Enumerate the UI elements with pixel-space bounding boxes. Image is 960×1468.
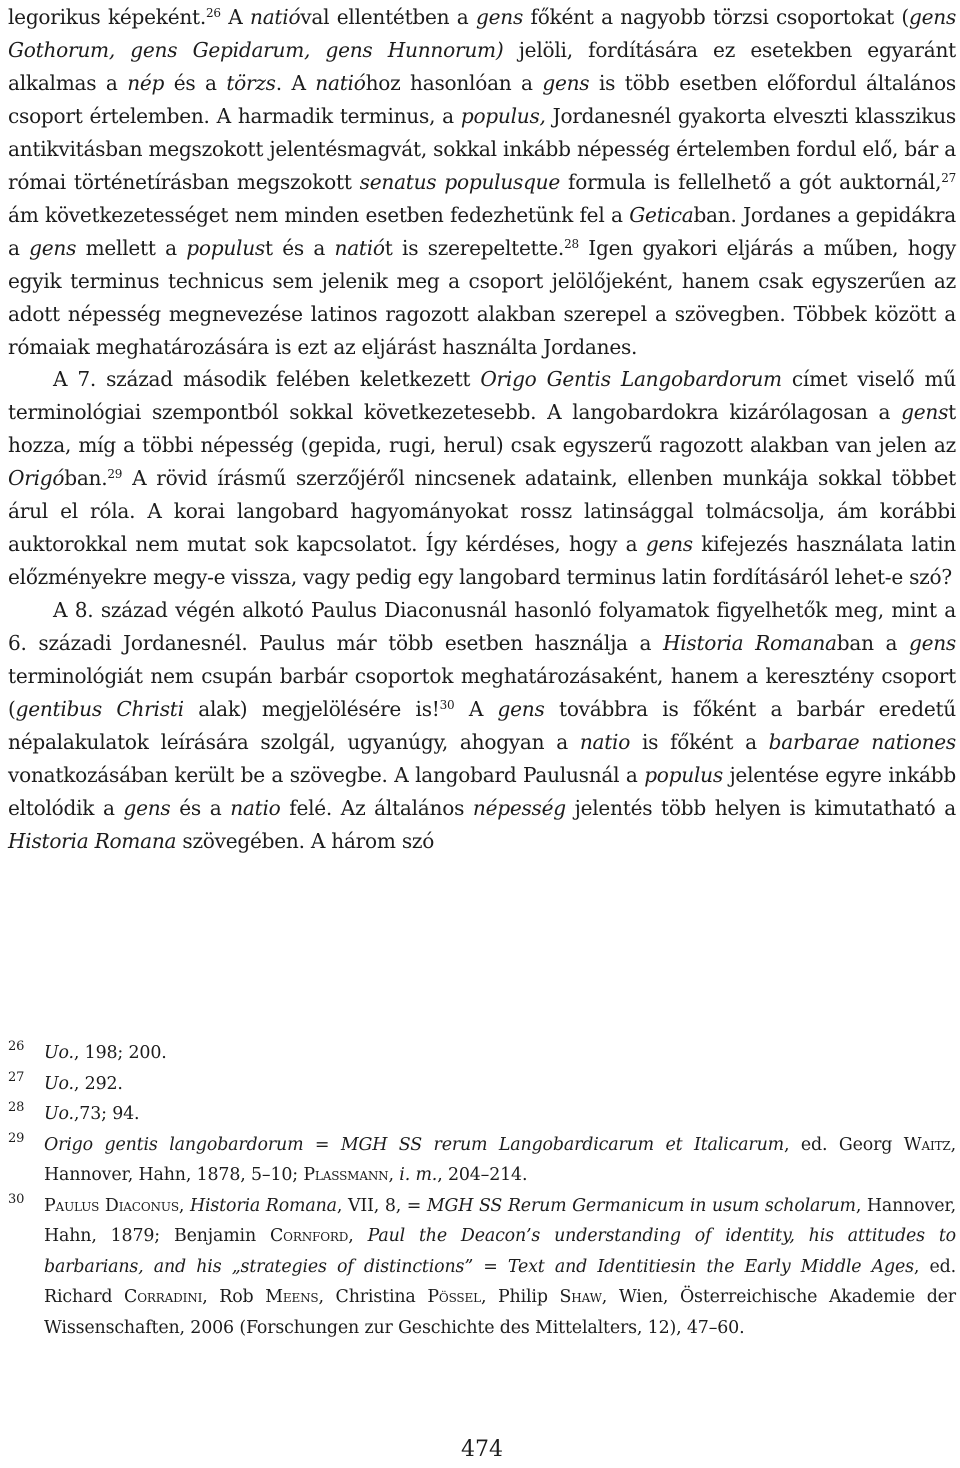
small-caps-name: Cornford	[269, 1226, 349, 1246]
italic-text: nép	[127, 70, 165, 95]
italic-text: i. m.	[399, 1165, 438, 1185]
text-run: , 204–214.	[437, 1165, 528, 1185]
italic-text: populus	[186, 235, 265, 260]
text-run: főként a nagyobb törzsi csoportokat (	[523, 5, 909, 29]
small-caps-name: Paulus Diaconus	[44, 1195, 179, 1216]
text-run: A	[220, 5, 251, 29]
italic-text: gentibus Christi	[15, 697, 184, 722]
italic-text: Getica	[629, 202, 694, 227]
text-run: jelentés több helyen is kimutatható a	[565, 795, 956, 820]
italic-text: gens	[901, 400, 949, 425]
text-run: A 8. század végén alkotó Paulus Diaconusnál hasonló folyamatok figyelhetők meg, mint a 6. századi Jordanesnél. Paulus már több esetben használja a	[8, 598, 956, 656]
text-run: terminológiát nem csupán barbár csoportok meghatározásaként, hanem a keresztény csoport (	[8, 664, 956, 722]
text-run: . A	[275, 70, 316, 95]
italic-text: populus,	[460, 103, 546, 128]
text-run: , Hannover, Hahn, 1879; Benjamin	[44, 1195, 956, 1246]
text-run: , ed. Georg	[783, 1134, 904, 1155]
text-run: legorikus képeként.	[8, 5, 207, 29]
italic-text: gens	[497, 697, 545, 722]
small-caps-name: Meens	[265, 1287, 319, 1307]
text-run: , Rob	[202, 1287, 266, 1307]
text-run: jelöli, fordítására ez esetekben egyaránt alkalmas a	[8, 37, 956, 95]
text-run: A 7. század második felében keletkezett	[53, 367, 481, 392]
italic-text: törzs	[226, 70, 276, 95]
italic-text: Historia Romana	[189, 1195, 337, 1216]
text-run: , 198; 200.	[73, 1043, 167, 1063]
text-run: , ed. Richard	[44, 1256, 957, 1307]
small-caps-name: Plassmann	[303, 1165, 389, 1185]
italic-text: Historia Romana	[662, 631, 837, 656]
italic-text: MGH SS Rerum Germanicum in usum scholarum	[426, 1195, 856, 1216]
footnote-reference: 28	[564, 236, 579, 251]
italic-text: Origo gentis langobardorum	[44, 1134, 304, 1155]
page-number: 474	[461, 1437, 503, 1462]
footnote-text	[44, 1130, 956, 1191]
text-run: , Hannover, Hahn, 1878, 5–10;	[44, 1134, 956, 1185]
footnotes-section	[8, 1038, 956, 1343]
italic-text: gens	[476, 5, 524, 29]
footnote-reference: 26	[206, 6, 221, 20]
italic-text: Historia Romana	[8, 828, 177, 853]
italic-text: Uo.	[44, 1104, 74, 1124]
footnote-text	[44, 1099, 956, 1130]
small-caps-name: Pössel	[427, 1287, 481, 1307]
text-run: , VII, 8, =	[336, 1195, 427, 1216]
text-run: A	[454, 697, 498, 722]
text-run: szövegében. A három szó	[176, 828, 435, 853]
text-run: mellett a	[76, 235, 187, 260]
text-run: ban a	[836, 631, 909, 656]
italic-text: gens	[29, 235, 77, 260]
paragraph	[8, 1, 956, 363]
italic-text: Uo.	[44, 1043, 74, 1063]
text-run: Igen gyakori eljárás a műben, hogy egyik terminus technicus sem jelenik meg a csoport jelölőjeként, hanem csak egyszerűen az adott népesség megnevezése latinos ragozott alakban szerepel a szövegben. Többek között a rómaiak meghatározására is ezt az eljárást használta Jordanes.	[8, 235, 956, 359]
text-run: t hozza, míg a többi népesség (gepida, rugi, herul) csak egyszerű ragozott alakban van jelen az	[8, 400, 956, 458]
book-page	[8, 0, 957, 1462]
italic-text: Origo Gentis Langobardorum	[480, 367, 782, 392]
text-run: címet viselő mű terminológiai szempontból sokkal következetesebb. A langobardokra kizárólagosan a	[8, 367, 956, 425]
italic-text: gens	[908, 631, 956, 656]
text-run: , Wien, Österreichische Akademie der Wissenschaften, 2006 (Forschungen zur Geschichte des Mittelalters, 12), 47–60.	[44, 1287, 956, 1338]
italic-text: natio	[230, 795, 281, 820]
small-caps-name: Shaw	[559, 1287, 602, 1307]
footnote-reference: 29	[107, 467, 123, 482]
italic-text: senatus populusque	[359, 169, 561, 194]
italic-text: natio	[579, 729, 631, 754]
footnote	[8, 1130, 956, 1191]
italic-text: gens Gothorum, gens Gepidarum, gens Hunnorum)	[8, 5, 957, 62]
text-run: , 292.	[73, 1073, 123, 1094]
footnote-number: 30	[8, 1191, 25, 1207]
italic-text: natió	[334, 235, 385, 260]
footnote	[8, 1038, 956, 1069]
footnote-text	[44, 1038, 956, 1069]
text-run: felé. Az általános	[280, 795, 473, 820]
text-run: t és a	[264, 235, 335, 260]
italic-text: populus	[644, 762, 723, 787]
footnote	[8, 1069, 956, 1100]
text-run: ,	[178, 1195, 190, 1216]
text-run: is több esetben előfordul általános csoport értelemben. A harmadik terminus, a	[8, 70, 956, 128]
small-caps-name: Corradini	[124, 1287, 203, 1307]
italic-text: natió	[315, 70, 366, 95]
footnote-text	[44, 1191, 956, 1344]
text-run: ban.	[64, 466, 108, 491]
text-run: =	[303, 1134, 341, 1155]
footnote-text	[44, 1069, 956, 1100]
italic-text: gens	[542, 70, 590, 95]
italic-text: gens	[123, 795, 171, 820]
main-text	[8, 1, 956, 858]
text-run: ,	[348, 1226, 368, 1246]
paragraph	[8, 594, 956, 858]
text-run: A rövid írásmű szerzőjéről nincsenek adataink, ellenben munkája sokkal többet árul el róla. A korai langobard hagyományokat rossz latinsággal tolmácsolja, ám korábbi auktorokkal nem mutat sok kapcsolatot. Így kérdéses, hogy a	[8, 466, 956, 557]
footnote-number: 28	[8, 1100, 25, 1115]
text-run: kifejezés használata latin előzményekre megy-e vissza, vagy pedig egy langobard terminus latin fordításáról lehet-e szó?	[8, 532, 957, 590]
text-run: t is szerepeltette.	[384, 235, 565, 260]
text-run: val ellentétben a	[300, 5, 477, 29]
footnote	[8, 1191, 956, 1344]
text-run: is főként a	[630, 729, 769, 754]
footnote-number: 26	[8, 1039, 25, 1054]
text-run: ban. Jordanes a gepidákra a	[8, 202, 956, 260]
footnote-number: 27	[8, 1069, 25, 1085]
text-run: és a	[170, 795, 231, 820]
italic-text: Uo.	[44, 1073, 74, 1094]
italic-text: barbarae nationes	[768, 729, 956, 754]
italic-text: natió	[250, 5, 301, 29]
italic-text: MGH SS rerum Langobardicarum et Italicarum	[340, 1134, 784, 1155]
text-run: továbbra is főként a barbár eredetű népalakulatok leírására szolgál, ugyanúgy, ahogyan a	[8, 697, 956, 754]
footnote-number: 29	[8, 1130, 25, 1146]
text-run: és a	[164, 70, 227, 95]
italic-text: Origó	[8, 466, 65, 491]
italic-text: Paul the Deacon’s understanding of identity, his attitudes to barbarians, and his „strategies of distinctions” = Text and Identitiesin the Early Middle Ages	[44, 1226, 956, 1277]
footnote-reference: 30	[439, 698, 455, 713]
footnote-reference: 27	[941, 170, 957, 185]
text-run: alak) megjelölésére is!	[183, 697, 440, 722]
text-run: , Christina	[318, 1287, 428, 1307]
italic-text: gens	[645, 532, 693, 557]
text-run: , Philip	[480, 1287, 560, 1307]
footnote	[8, 1099, 956, 1130]
text-run: hoz hasonlóan a	[365, 70, 543, 95]
text-run: ám következetességet nem minden esetben fedezhetünk fel a	[8, 202, 630, 227]
text-run: ,73; 94.	[73, 1104, 140, 1124]
paragraph	[8, 363, 956, 594]
small-caps-name: Waitz	[903, 1134, 951, 1155]
text-run: jelentése egyre inkább eltolódik a	[8, 762, 956, 820]
text-run: Jordanesnél gyakorta elveszti klasszikus antikvitásban megszokott jelentésmagvát, sokkal inkább népesség értelemben fordul elő, bár a római történetírásban megszokott	[8, 103, 956, 194]
text-run: vonatkozásában került be a szövegbe. A langobard Paulusnál a	[8, 762, 645, 787]
italic-text: népesség	[472, 795, 566, 820]
text-run: formula is fellelhető a gót auktornál,	[560, 169, 942, 194]
text-run: ,	[388, 1165, 400, 1185]
